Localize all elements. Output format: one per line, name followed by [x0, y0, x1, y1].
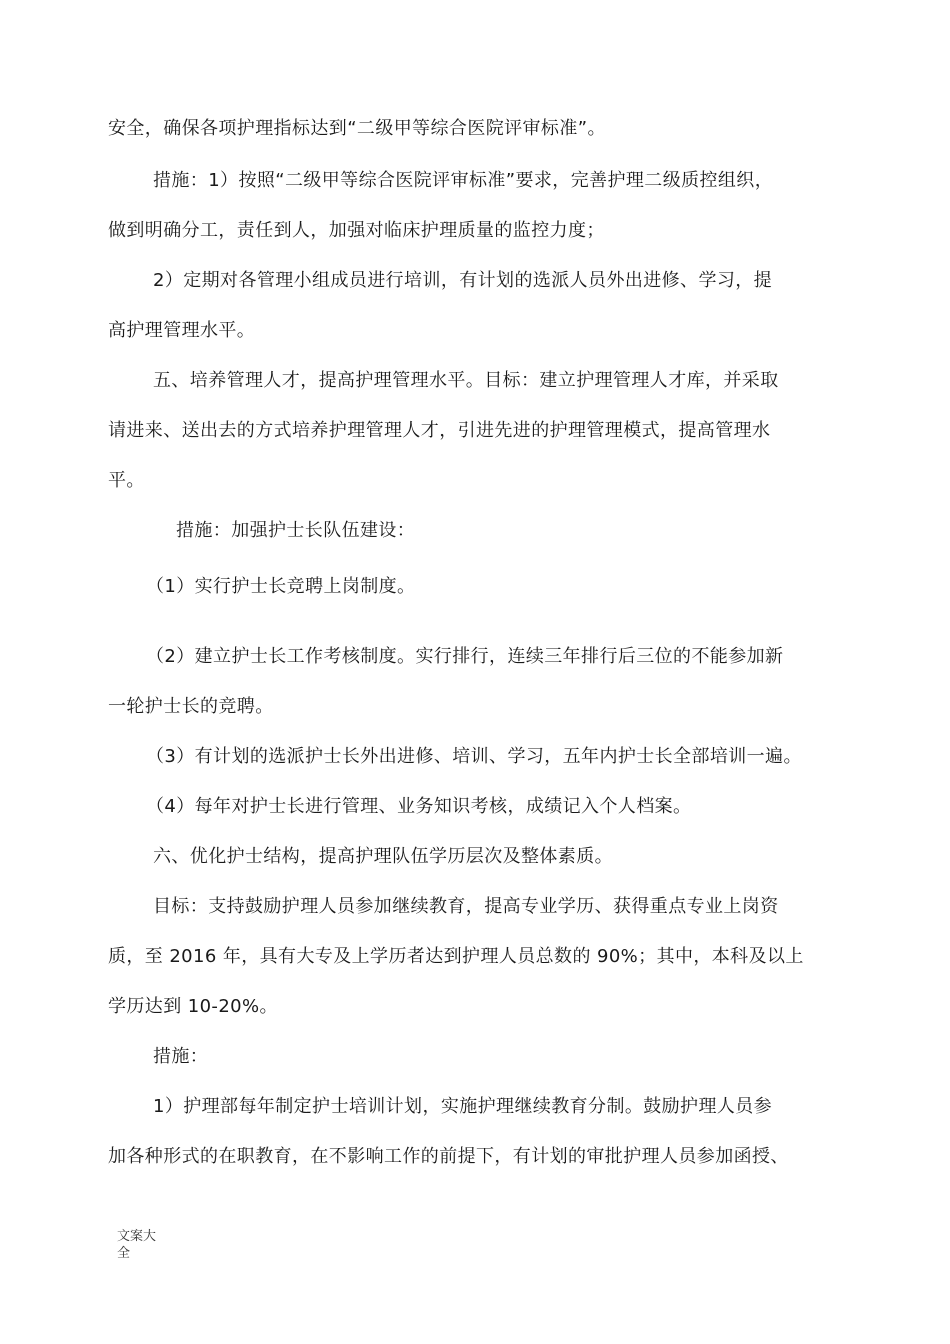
- footer-text: 全: [117, 1246, 131, 1261]
- paragraph-line: 一轮护士长的竞聘。: [108, 696, 274, 717]
- footer-text: 文案大: [117, 1229, 157, 1244]
- paragraph-line: 安全，确保各项护理指标达到“二级甲等综合医院评审标准”。: [108, 118, 606, 139]
- paragraph-line: 措施：1）按照“二级甲等综合医院评审标准”要求，完善护理二级质控组织，: [153, 170, 774, 191]
- section-heading-line: 五、培养管理人才，提高护理管理水平。目标：建立护理管理人才库，并采取: [153, 370, 779, 391]
- paragraph-line: 请进来、送出去的方式培养护理管理人才，引进先进的护理管理模式，提高管理水: [108, 420, 771, 441]
- paragraph-line: 目标：支持鼓励护理人员参加继续教育，提高专业学历、获得重点专业上岗资: [153, 896, 779, 917]
- page-footer: [117, 1228, 177, 1262]
- list-item: （4）每年对护士长进行管理、业务知识考核，成绩记入个人档案。: [146, 796, 692, 817]
- paragraph-line: 质，至 2016 年，具有大专及上学历者达到护理人员总数的 90%；其中，本科及以上: [108, 946, 804, 967]
- section-heading-line: 六、优化护士结构，提高护理队伍学历层次及整体素质。: [153, 846, 613, 867]
- paragraph-line: 措施：加强护士长队伍建设：: [176, 520, 416, 541]
- paragraph-line: 措施：: [153, 1046, 209, 1067]
- paragraph-line: 2）定期对各管理小组成员进行培训，有计划的选派人员外出进修、学习，提: [153, 270, 773, 291]
- list-item: （2）建立护士长工作考核制度。实行排行，连续三年排行后三位的不能参加新: [146, 646, 784, 667]
- paragraph-line: 平。: [108, 470, 145, 491]
- list-item: （1）实行护士长竞聘上岗制度。: [146, 576, 416, 597]
- paragraph-line: 高护理管理水平。: [108, 320, 256, 341]
- paragraph-line: 加各种形式的在职教育，在不影响工作的前提下，有计划的审批护理人员参加函授、: [108, 1146, 789, 1167]
- paragraph-line: 学历达到 10-20%。: [108, 996, 278, 1017]
- paragraph-line: 1）护理部每年制定护士培训计划，实施护理继续教育分制。鼓励护理人员参: [153, 1096, 773, 1117]
- paragraph-line: 做到明确分工，责任到人，加强对临床护理质量的监控力度；: [108, 220, 605, 241]
- list-item: （3）有计划的选派护士长外出进修、培训、学习，五年内护士长全部培训一遍。: [146, 746, 802, 767]
